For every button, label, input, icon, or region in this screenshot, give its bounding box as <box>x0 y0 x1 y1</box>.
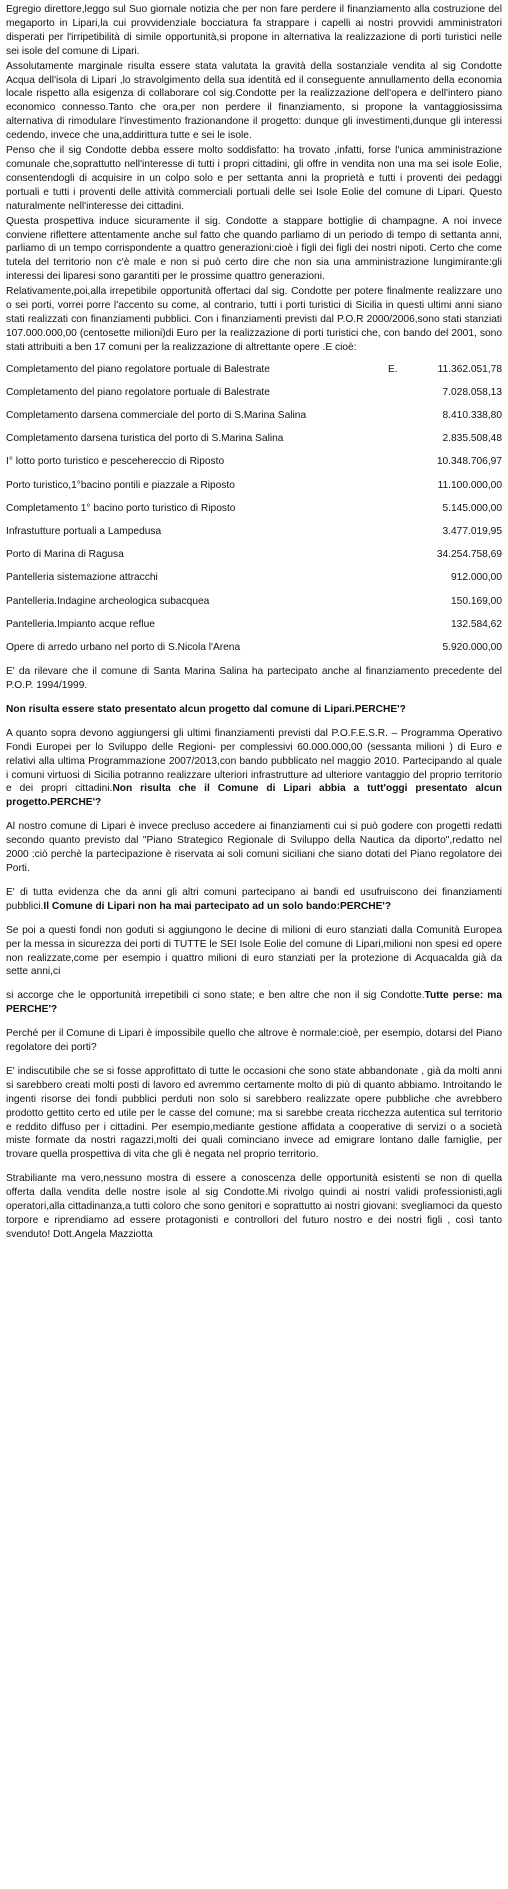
project-description: Pantelleria.Indagine archeologica subacquea <box>6 595 210 607</box>
project-amount: 2.835.508,48 <box>442 433 502 445</box>
paragraph-nessun-progetto: Non risulta essere stato presentato alcun progetto dal comune di Lipari.PERCHE'? <box>6 703 406 715</box>
project-description: Completamento darsena turistica del porto di S.Marina Salina <box>6 433 284 445</box>
project-description: Completamento del piano regolatore portuale di Balestrate <box>6 363 270 375</box>
project-row <box>6 386 502 409</box>
project-description: Pantelleria sistemazione attracchi <box>6 572 158 584</box>
project-amount: 3.477.019,95 <box>442 525 502 537</box>
project-description: Completamento del piano regolatore portuale di Balestrate <box>6 386 270 398</box>
project-row <box>6 502 502 525</box>
project-row <box>6 525 502 548</box>
project-description: Porto turistico,1°bacino pontili e piazzale a Riposto <box>6 479 235 491</box>
paragraph-pofesr <box>6 727 502 810</box>
project-row <box>6 455 502 478</box>
paragraph-piano-strategico: Al nostro comune di Lipari è invece precluso accedere ai finanziamenti cui si può godere con progetti redatti secondo quanto previsto dal "Piano Strategico Regionale di Sviluppo della Nautica da diporto",redatto nel 2000 :ciò perchè la partecipazione è riservata ai soli comuni siciliani che siano dotati del Piano regolatore dei Porti. <box>6 821 502 874</box>
paragraph-appello-firma: Strabiliante ma vero,nessuno mostra di essere a conoscenza delle opportunità esistenti se non di quella offerta dalla vendita delle nostre isole al sig Condotte.Mi rivolgo quindi ai nostri validi professionisti,agli operatori,alla cittadinanza,a tutti coloro che sono genitori e soprattutto ai nostri giovani: svegliamoci da questo torpore e riprendiamo ad essere protagonisti e controllori del futuro nostro e dei nostri figli , così tanto svenduto! Dott.Angela Mazziotta <box>6 1173 502 1240</box>
projects-list <box>6 363 502 664</box>
project-amount: 11.100.000,00 <box>437 479 502 491</box>
project-row <box>6 432 502 455</box>
project-description: I° lotto porto turistico e pescehereccio di Riposto <box>6 456 225 468</box>
opportunita-text: si accorge che le opportunità irrepetibili ci sono state; e ben altre che non il sig Condotte. <box>6 990 425 1002</box>
project-row <box>6 479 502 502</box>
project-description: Porto di Marina di Ragusa <box>6 549 124 561</box>
paragraph-finanziamenti: Relativamente,poi,alla irrepetibile opportunità offertaci dal sig. Condotte per potere finalmente realizzare uno o sei porti, vorrei porre l'accento su come, al contrario, tutti i porti turistici di Sicilia in questi ultimi anni siano stati realizzati con finanziamenti pubblici. Con i finanziamenti previsti dal P.O.R 2000/2006,sono stati stanziati 107.000.000,00 (centosette milioni)di Euro per la realizzazione di porti turistici che, con bando del 2001, sono stati attribuiti a ben 17 comuni per la realizzazione di altrettante opere .E cioè: <box>6 286 502 353</box>
paragraph-champagne: Questa prospettiva induce sicuramente il sig. Condotte a stappare bottiglie di champagne. A noi invece conviene riflettere attentamente anche sul fatto che quando parliamo di un periodo di tempo di settanta anni, parliamo di un tempo corrispondente a quattro generazioni:cioè i figli dei figli dei nostri nipoti. Certo che come tutela del territorio non c'è male e non si può certo dire che non sia una amministrazione lungimirante:gli interessi dei liparesi sono garantiti per le prossime quattro generazioni. <box>6 215 502 283</box>
project-amount: 132.584,62 <box>451 618 502 630</box>
project-amount: 8.410.338,80 <box>442 410 502 422</box>
project-description: Completamento 1° bacino porto turistico di Riposto <box>6 502 236 514</box>
paragraph-condotte: Penso che il sig Condotte debba essere molto soddisfatto: ha trovato ,infatti, forse l'unica amministrazione comunale che,soprattutto nell'interesse di tutti i propri cittadini, gli offre in vendita non una ma sei isole Eolie, consentendogli di acquisire in un colpo solo e per settanta anni la proprietà e tutti i proventi dei pedaggi portuali e tutti i proventi delle attività commerciali portuali delle sei Isole Eolie del comune di Lipari. Questo naturalmente nell'interesse dei cittadini. <box>6 145 502 212</box>
project-amount: 150.169,00 <box>451 595 502 607</box>
pofesr-text: A quanto sopra devono aggiungersi gli ultimi finanziamenti previsti dal P.O.F.E.S.R. – Programma Operativo Fondi Europei per lo Sviluppo delle Regioni- per complessivi 60.000.000,00 (sessanta milioni ) di Euro e relativi alla ultima Programmazione 2007/2013,con bando pubblicato nel maggio 2010. Partecipando al quale i comuni virtuosi di Sicilia potranno realizzare ulteriori infrastrutture ad ulteriore vantaggio del proprio territorio e dei propri cittadini. <box>6 727 502 795</box>
project-description: Opere di arredo urbano nel porto di S.Nicola l'Arena <box>6 641 241 653</box>
paragraph-intro: Egregio direttore,leggo sul Suo giornale notizia che per non fare perdere il finanziamento alla costruzione del megaporto in Lipari,la cui provvidenziale bocciatura fa strappare i capelli ai nostri provvidi amministratori disperati per l'irripetibilità di simile opportunità,si propone in alternativa la realizzazione di porti turistici nelle sei isole del comune di Lipari. <box>6 4 502 57</box>
project-row <box>6 618 502 641</box>
project-description: Pantelleria.Impianto acque reflue <box>6 618 155 630</box>
project-amount: 912.000,00 <box>451 572 502 584</box>
paragraph-bandi <box>6 886 502 914</box>
paragraph-opportunita <box>6 989 502 1017</box>
paragraph-salina: E' da rilevare che il comune di Santa Marina Salina ha partecipato anche al finanziamento precedente del P.O.P. 1994/1999. <box>6 666 502 691</box>
project-amount: 11.362.051,78 <box>437 363 502 375</box>
project-row <box>6 571 502 594</box>
project-description: Completamento darsena commerciale del porto di S.Marina Salina <box>6 410 307 422</box>
project-description: Infrastutture portuali a Lampedusa <box>6 525 162 537</box>
project-row <box>6 595 502 618</box>
pofesr-question: Non risulta che il Comune di Lipari abbia a tutt'oggi presentato alcun progetto.PERCHE'? <box>6 783 502 809</box>
project-amount: 5.920.000,00 <box>442 641 502 653</box>
project-row <box>6 363 502 386</box>
project-amount: 34.254.758,69 <box>436 549 502 561</box>
opportunita-question: Tutte perse: ma PERCHE'? <box>6 990 502 1016</box>
paragraph-piano-porti: Perché per il Comune di Lipari è impossibile quello che altrove è normale:cioè, per esempio, dotarsi del Piano regolatore dei porti? <box>6 1028 502 1054</box>
bandi-question: Il Comune di Lipari non ha mai partecipato ad un solo bando:PERCHE'? <box>43 900 392 912</box>
project-amount: 5.145.000,00 <box>442 502 502 514</box>
project-row <box>6 548 502 571</box>
paragraph-vendita: Assolutamente marginale risulta essere stata valutata la gravità della sostanziale vendita al sig Condotte Acqua dell'isola di Lipari ,lo stravolgimento della sua identità ed il conseguente annullamento della economia locale rispetto alla esigenza di collaborare col sig.Condotte per la realizzazione dell'opera e dell'intero piano economico connesso.Tanto che ora,per non perdere il finanziamento, si propone la vantaggiosissima alternativa di rimodulare l'investimento frazionandone il progetto: dunque gli investimenti,dunque gli interessi cedendo, invece che una,addirittura tutte e sei le isole. <box>6 60 502 142</box>
project-row <box>6 641 502 664</box>
project-row <box>6 409 502 432</box>
project-amount: 7.028.058,13 <box>442 386 502 398</box>
bandi-text: E' di tutta evidenza che da anni gli altri comuni partecipano ai bandi ed usufruiscono dei finanziamenti pubblici. <box>6 886 502 912</box>
paragraph-fondi-europei: Se poi a questi fondi non goduti si aggiungono le decine di milioni di euro stanziati dalla Comunità Europea per la messa in sicurezza dei porti di TUTTE le SEI Isole Eolie del comune di Lipari,milioni non spesi ed opere non realizzate,come per esempio i quattro milioni di euro stanziati per la protezione di Acquacalda già da sette anni,ci <box>6 924 502 978</box>
paragraph-occasioni: E' indiscutibile che se si fosse approfittato di tutte le occasioni che sono state abbandonate , già da molti anni si sarebbero creati molti posti di lavoro ed avremmo certamente molto di più di quanto abbiamo. Introitando le ingenti risorse dei fondi pubblici perduti non solo si sarebbero realizzate opere pubbliche che avrebbero prodotto gettito certo ed utile per le casse del comune; ma si sarebbe creata ricchezza autentica sul territorio e reddito diffuso per i cittadini. Per esempio,mediante gestione affidata a cooperative di servizi o a società miste formate da nostri ragazzi,molti dei quali cominciano invece ad emigrare lontano dalle famiglie, per trovare quella prospettiva di vita che gli è negata nel proprio territorio. <box>6 1065 502 1161</box>
project-currency: E. <box>388 363 398 375</box>
project-amount: 10.348.706,97 <box>436 456 502 468</box>
